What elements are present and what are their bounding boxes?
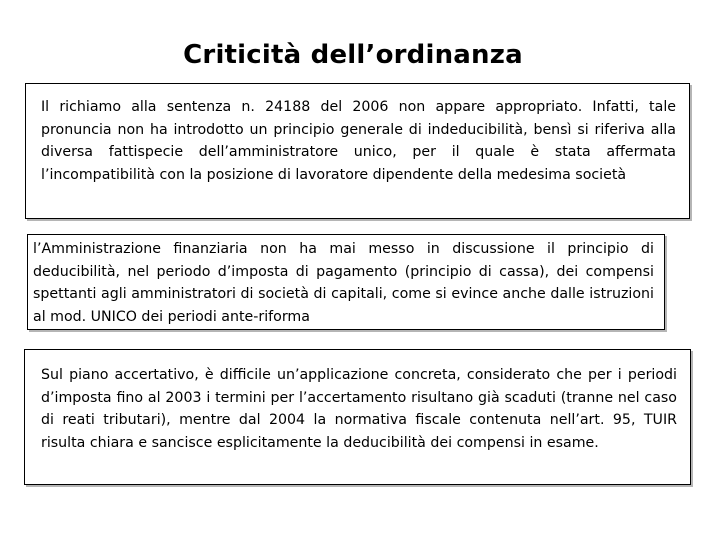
text-box-deducibility-ruling bbox=[25, 83, 690, 219]
paragraph-accertamento: Sul piano accertativo, è difficile un’applicazione concreta, considerato che per i periodi d’imposta fino al 2003 i termini per l’accertamento risultano già scaduti (tranne nel caso di reati tributari), mentre dal 2004 la normativa fiscale contenuta nell’art. 95, TUIR risulta chiara e sancisce esplicitamente la deducibilità dei compensi in esame. bbox=[41, 367, 677, 451]
slide-title: Criticità dell’ordinanza bbox=[183, 40, 523, 70]
paragraph-amministrazione: l’Amministrazione finanziaria non ha mai messo in discussione il principio di deducibilità, nel periodo d’imposta di pagamento (principio di cassa), dei compensi spettanti agli amministratori di società di capitali, come si evince anche dalle istruzioni al mod. UNICO dei periodi ante-riforma bbox=[33, 241, 654, 325]
text-box-administration-position bbox=[27, 234, 665, 330]
paragraph-sentenza: Il richiamo alla sentenza n. 24188 del 2006 non appare appropriato. Infatti, tale pronuncia non ha introdotto un principio generale di indeducibilità, bensì si riferiva alla diversa fattispecie dell’amministratore unico, per il quale è stata affermata l’incompatibilità con la posizione di lavoratore dipendente della medesima società bbox=[41, 99, 676, 183]
text-box-assessment bbox=[24, 349, 691, 485]
